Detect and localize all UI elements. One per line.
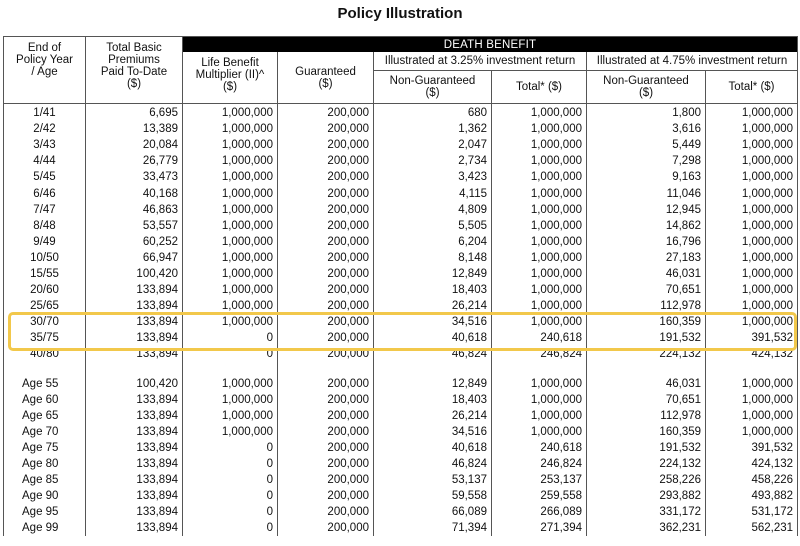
table-cell: 1,000,000	[183, 282, 278, 298]
table-cell: 1,000,000	[706, 408, 798, 424]
table-cell: 200,000	[278, 234, 374, 250]
table-cell: 253,137	[492, 472, 587, 488]
table-cell: 46,863	[86, 202, 183, 218]
table-cell: 200,000	[278, 472, 374, 488]
table-cell: 0	[183, 472, 278, 488]
row-label: 25/65	[4, 298, 86, 314]
table-cell: 1,000,000	[183, 202, 278, 218]
row-label: 10/50	[4, 250, 86, 266]
table-cell: 424,132	[706, 346, 798, 362]
table-cell: 266,089	[492, 504, 587, 520]
table-cell: 12,945	[587, 202, 706, 218]
table-cell: 0	[183, 504, 278, 520]
row-label: Age 90	[4, 488, 86, 504]
table-cell: 59,558	[374, 488, 492, 504]
table-cell: 1,000,000	[706, 185, 798, 201]
table-cell: 112,978	[587, 298, 706, 314]
table-cell: 53,557	[86, 218, 183, 234]
table-cell: 1,000,000	[183, 392, 278, 408]
table-cell: 11,046	[587, 185, 706, 201]
table-cell: 1,000,000	[492, 408, 587, 424]
row-label: 40/80	[4, 346, 86, 362]
table-cell: 200,000	[278, 104, 374, 122]
row-label: Age 65	[4, 408, 86, 424]
illustrated-325-header: Illustrated at 3.25% investment return	[374, 52, 587, 71]
table-cell: 18,403	[374, 282, 492, 298]
table-row	[4, 424, 798, 440]
spacer-cell	[183, 363, 278, 376]
table-cell: 133,894	[86, 488, 183, 504]
illustrated-475-header: Illustrated at 4.75% investment return	[587, 52, 798, 71]
table-row	[4, 234, 798, 250]
table-cell: 1,000,000	[706, 169, 798, 185]
table-cell: 200,000	[278, 266, 374, 282]
table-cell: 133,894	[86, 424, 183, 440]
table-cell: 66,947	[86, 250, 183, 266]
spacer-cell	[4, 363, 86, 376]
table-cell: 1,000,000	[183, 250, 278, 266]
page-title: Policy Illustration	[337, 5, 463, 22]
table-cell: 200,000	[278, 520, 374, 536]
table-cell: 5,505	[374, 218, 492, 234]
table-cell: 1,000,000	[706, 266, 798, 282]
table-cell: 1,000,000	[492, 234, 587, 250]
table-cell: 0	[183, 330, 278, 346]
life-benefit-multiplier-header: Life Benefit Multiplier (II)^ ($)	[183, 52, 278, 104]
table-cell: 3,616	[587, 121, 706, 137]
table-cell: 391,532	[706, 330, 798, 346]
table-cell: 1,000,000	[492, 392, 587, 408]
table-cell: 1,000,000	[706, 314, 798, 330]
table-cell: 133,894	[86, 408, 183, 424]
table-cell: 9,163	[587, 169, 706, 185]
table-cell: 200,000	[278, 169, 374, 185]
table-cell: 40,618	[374, 440, 492, 456]
table-cell: 5,449	[587, 137, 706, 153]
table-cell: 680	[374, 104, 492, 122]
table-cell: 1,000,000	[183, 376, 278, 392]
table-row	[4, 504, 798, 520]
table-cell: 34,516	[374, 424, 492, 440]
table-cell: 16,796	[587, 234, 706, 250]
table-cell: 71,394	[374, 520, 492, 536]
table-cell: 200,000	[278, 282, 374, 298]
table-cell: 18,403	[374, 392, 492, 408]
table-cell: 1,000,000	[183, 408, 278, 424]
table-cell: 1,000,000	[183, 169, 278, 185]
table-cell: 2,047	[374, 137, 492, 153]
table-cell: 1,000,000	[492, 266, 587, 282]
table-cell: 1,000,000	[183, 314, 278, 330]
table-row	[4, 104, 798, 122]
spacer-cell	[278, 363, 374, 376]
table-cell: 1,000,000	[492, 314, 587, 330]
table-cell: 1,000,000	[706, 392, 798, 408]
table-cell: 200,000	[278, 408, 374, 424]
row-label: Age 75	[4, 440, 86, 456]
spacer-cell	[374, 363, 492, 376]
row-label: 5/45	[4, 169, 86, 185]
row-label: 15/55	[4, 266, 86, 282]
table-cell: 46,824	[374, 346, 492, 362]
table-row	[4, 218, 798, 234]
table-cell: 1,000,000	[706, 202, 798, 218]
table-cell: 200,000	[278, 121, 374, 137]
table-cell: 200,000	[278, 298, 374, 314]
table-cell: 191,532	[587, 330, 706, 346]
table-cell: 1,000,000	[706, 298, 798, 314]
table-cell: 33,473	[86, 169, 183, 185]
table-cell: 1,000,000	[492, 121, 587, 137]
table-cell: 8,148	[374, 250, 492, 266]
table-cell: 293,882	[587, 488, 706, 504]
table-cell: 133,894	[86, 520, 183, 536]
guaranteed-header: Guaranteed ($)	[278, 52, 374, 104]
total-475-header: Total* ($)	[706, 71, 798, 104]
table-cell: 53,137	[374, 472, 492, 488]
table-cell: 458,226	[706, 472, 798, 488]
table-cell: 12,849	[374, 266, 492, 282]
table-cell: 200,000	[278, 153, 374, 169]
table-cell: 271,394	[492, 520, 587, 536]
table-cell: 1,000,000	[492, 153, 587, 169]
table-row	[4, 520, 798, 536]
row-label: 4/44	[4, 153, 86, 169]
table-cell: 246,824	[492, 456, 587, 472]
table-row	[4, 346, 798, 362]
table-row	[4, 456, 798, 472]
table-cell: 7,298	[587, 153, 706, 169]
table-cell: 1,000,000	[183, 121, 278, 137]
table-cell: 391,532	[706, 440, 798, 456]
table-row	[4, 282, 798, 298]
table-row	[4, 153, 798, 169]
table-cell: 1,000,000	[183, 153, 278, 169]
non-guaranteed-325-header: Non-Guaranteed ($)	[374, 71, 492, 104]
table-cell: 1,000,000	[492, 376, 587, 392]
table-cell: 200,000	[278, 424, 374, 440]
table-cell: 1,000,000	[706, 282, 798, 298]
table-cell: 13,389	[86, 121, 183, 137]
table-row	[4, 298, 798, 314]
table-cell: 1,000,000	[183, 185, 278, 201]
table-row	[4, 202, 798, 218]
table-cell: 0	[183, 488, 278, 504]
table-cell: 1,000,000	[706, 218, 798, 234]
table-cell: 1,000,000	[492, 137, 587, 153]
table-cell: 1,000,000	[492, 185, 587, 201]
table-cell: 531,172	[706, 504, 798, 520]
table-cell: 1,000,000	[706, 137, 798, 153]
table-cell: 200,000	[278, 330, 374, 346]
table-cell: 1,000,000	[183, 234, 278, 250]
table-cell: 200,000	[278, 456, 374, 472]
table-cell: 1,000,000	[492, 298, 587, 314]
row-label: 20/60	[4, 282, 86, 298]
table-body	[4, 104, 798, 537]
table-cell: 200,000	[278, 137, 374, 153]
table-cell: 20,084	[86, 137, 183, 153]
total-325-header: Total* ($)	[492, 71, 587, 104]
table-cell: 1,000,000	[706, 424, 798, 440]
table-row	[4, 185, 798, 201]
death-benefit-header: DEATH BENEFIT	[183, 37, 798, 53]
row-label: 2/42	[4, 121, 86, 137]
table-cell: 4,809	[374, 202, 492, 218]
table-cell: 246,824	[492, 346, 587, 362]
table-cell: 60,252	[86, 234, 183, 250]
table-cell: 46,031	[587, 266, 706, 282]
row-label: 30/70	[4, 314, 86, 330]
table-row	[4, 376, 798, 392]
table-cell: 70,651	[587, 392, 706, 408]
table-cell: 133,894	[86, 346, 183, 362]
table-cell: 0	[183, 520, 278, 536]
policy-illustration-table	[3, 36, 798, 536]
table-cell: 160,359	[587, 424, 706, 440]
table-cell: 46,031	[587, 376, 706, 392]
table-cell: 1,000,000	[183, 137, 278, 153]
table-cell: 1,362	[374, 121, 492, 137]
table-cell: 0	[183, 456, 278, 472]
table-row	[4, 169, 798, 185]
table-cell: 562,231	[706, 520, 798, 536]
table-cell: 133,894	[86, 392, 183, 408]
table-cell: 27,183	[587, 250, 706, 266]
table-row	[4, 488, 798, 504]
total-basic-premiums-header: Total Basic Premiums Paid To-Date ($)	[86, 37, 183, 104]
row-label: Age 95	[4, 504, 86, 520]
table-row	[4, 330, 798, 346]
table-cell: 200,000	[278, 218, 374, 234]
table-row	[4, 472, 798, 488]
row-label: Age 80	[4, 456, 86, 472]
table-row	[4, 440, 798, 456]
table-cell: 133,894	[86, 440, 183, 456]
table-cell: 0	[183, 440, 278, 456]
table-cell: 1,000,000	[706, 121, 798, 137]
row-label: Age 60	[4, 392, 86, 408]
table-cell: 191,532	[587, 440, 706, 456]
table-cell: 1,000,000	[492, 218, 587, 234]
spacer-cell	[587, 363, 706, 376]
table-cell: 100,420	[86, 376, 183, 392]
table-cell: 40,618	[374, 330, 492, 346]
table-cell: 200,000	[278, 185, 374, 201]
table-cell: 6,204	[374, 234, 492, 250]
table-cell: 133,894	[86, 504, 183, 520]
table-cell: 1,000,000	[706, 153, 798, 169]
table-cell: 1,000,000	[183, 266, 278, 282]
table-cell: 200,000	[278, 250, 374, 266]
table-row	[4, 266, 798, 282]
table-cell: 1,000,000	[706, 376, 798, 392]
table-cell: 1,000,000	[492, 202, 587, 218]
row-label: Age 55	[4, 376, 86, 392]
table-cell: 1,000,000	[183, 104, 278, 122]
row-label: 7/47	[4, 202, 86, 218]
table-cell: 133,894	[86, 298, 183, 314]
table-cell: 240,618	[492, 330, 587, 346]
table-cell: 200,000	[278, 202, 374, 218]
table-cell: 200,000	[278, 392, 374, 408]
table-row	[4, 392, 798, 408]
row-label: 1/41	[4, 104, 86, 122]
table-cell: 200,000	[278, 440, 374, 456]
row-label: 6/46	[4, 185, 86, 201]
table-cell: 1,000,000	[492, 169, 587, 185]
table-cell: 160,359	[587, 314, 706, 330]
table-cell: 200,000	[278, 346, 374, 362]
spacer-cell	[492, 363, 587, 376]
table-cell: 224,132	[587, 346, 706, 362]
table-cell: 1,000,000	[706, 250, 798, 266]
table-cell: 1,000,000	[183, 298, 278, 314]
row-label: 8/48	[4, 218, 86, 234]
table-cell: 1,800	[587, 104, 706, 122]
table-cell: 1,000,000	[706, 234, 798, 250]
table-cell: 6,695	[86, 104, 183, 122]
row-label: 9/49	[4, 234, 86, 250]
table-cell: 1,000,000	[706, 104, 798, 122]
spacer-row	[4, 363, 798, 376]
table-cell: 133,894	[86, 472, 183, 488]
table-cell: 331,172	[587, 504, 706, 520]
spacer-cell	[86, 363, 183, 376]
table-cell: 258,226	[587, 472, 706, 488]
row-label: 3/43	[4, 137, 86, 153]
table-row	[4, 250, 798, 266]
table-cell: 1,000,000	[492, 424, 587, 440]
table-cell: 200,000	[278, 504, 374, 520]
table-cell: 133,894	[86, 330, 183, 346]
table-cell: 2,734	[374, 153, 492, 169]
table-cell: 200,000	[278, 314, 374, 330]
row-label: Age 85	[4, 472, 86, 488]
row-label: 35/75	[4, 330, 86, 346]
table-cell: 70,651	[587, 282, 706, 298]
table-cell: 40,168	[86, 185, 183, 201]
spacer-cell	[706, 363, 798, 376]
table-cell: 493,882	[706, 488, 798, 504]
row-label: Age 70	[4, 424, 86, 440]
table-cell: 1,000,000	[183, 424, 278, 440]
table-cell: 112,978	[587, 408, 706, 424]
non-guaranteed-475-header: Non-Guaranteed ($)	[587, 71, 706, 104]
table-cell: 14,862	[587, 218, 706, 234]
table-cell: 12,849	[374, 376, 492, 392]
table-cell: 1,000,000	[492, 250, 587, 266]
end-of-policy-year-header: End of Policy Year / Age	[4, 37, 86, 104]
table-cell: 200,000	[278, 376, 374, 392]
table-row	[4, 408, 798, 424]
table-row	[4, 137, 798, 153]
table-cell: 1,000,000	[183, 218, 278, 234]
table-cell: 259,558	[492, 488, 587, 504]
table-row	[4, 314, 798, 330]
table-cell: 1,000,000	[492, 104, 587, 122]
table-cell: 26,779	[86, 153, 183, 169]
table-cell: 240,618	[492, 440, 587, 456]
table-row	[4, 121, 798, 137]
table-cell: 66,089	[374, 504, 492, 520]
table-cell: 200,000	[278, 488, 374, 504]
table-cell: 34,516	[374, 314, 492, 330]
table-cell: 0	[183, 346, 278, 362]
table-cell: 133,894	[86, 456, 183, 472]
table-cell: 224,132	[587, 456, 706, 472]
table-cell: 26,214	[374, 408, 492, 424]
table-cell: 3,423	[374, 169, 492, 185]
table-cell: 1,000,000	[492, 282, 587, 298]
table-cell: 4,115	[374, 185, 492, 201]
row-label: Age 99	[4, 520, 86, 536]
table-cell: 133,894	[86, 314, 183, 330]
table-cell: 133,894	[86, 282, 183, 298]
table-cell: 46,824	[374, 456, 492, 472]
table-cell: 362,231	[587, 520, 706, 536]
table-cell: 26,214	[374, 298, 492, 314]
table-cell: 424,132	[706, 456, 798, 472]
table-cell: 100,420	[86, 266, 183, 282]
